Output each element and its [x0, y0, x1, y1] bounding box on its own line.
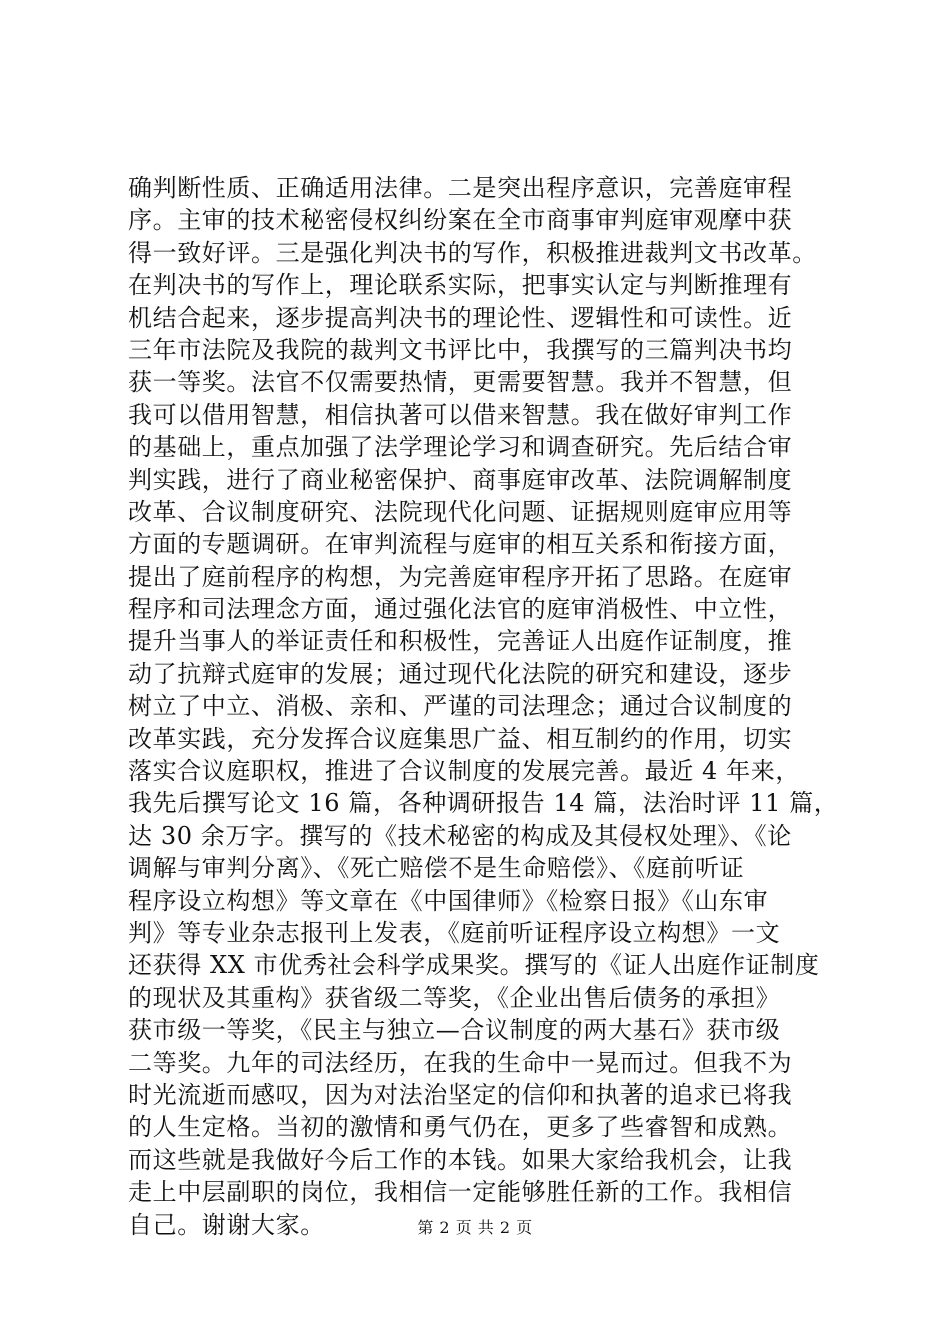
text-line: 机结合起来，逐步提高判决书的理论性、逻辑性和可读性。近: [128, 303, 793, 332]
text-line: 的人生定格。当初的激情和勇气仍在，更多了些睿智和成熟。: [128, 1113, 793, 1142]
text-line: 获一等奖。法官不仅需要热情，更需要智慧。我并不智慧，但: [128, 368, 793, 397]
text-line: 在判决书的写作上，理论联系实际，把事实认定与判断推理有: [128, 271, 793, 300]
text-line: 程序设立构想》等文章在《中国律师》《检察日报》《山东审: [128, 886, 769, 915]
text-line: 动了抗辩式庭审的发展；通过现代化法院的研究和建设，逐步: [128, 659, 793, 688]
text-line: 三年市法院及我院的裁判文书评比中，我撰写的三篇判决书均: [128, 335, 793, 364]
text-line: 调解与审判分离》、《死亡赔偿不是生命赔偿》、《庭前听证: [128, 854, 745, 883]
text-line: 的基础上，重点加强了法学理论学习和调查研究。先后结合审: [128, 433, 793, 462]
text-line: 的现状及其重构》获省级二等奖，《企业出售后债务的承担》: [128, 983, 781, 1012]
text-line: 判实践，进行了商业秘密保护、商事庭审改革、法院调解制度: [128, 465, 793, 494]
text-line: 自己。谢谢大家。: [128, 1210, 325, 1239]
text-line: 落实合议庭职权，推进了合议制度的发展完善。最近 4 年来，: [128, 757, 800, 786]
text-line: 改革实践，充分发挥合议庭集思广益、相互制约的作用，切实: [128, 724, 793, 753]
text-line: 达 30 余万字。撰写的《技术秘密的构成及其侵权处理》、《论: [128, 821, 792, 850]
page-footer: 第 2 页 共 2 页: [417, 1218, 533, 1237]
text-line: 我可以借用智慧，相信执著可以借来智慧。我在做好审判工作: [128, 400, 793, 429]
text-line: 得一致好评。三是强化判决书的写作，积极推进裁判文书改革。: [128, 238, 817, 267]
text-line: 提升当事人的举证责任和积极性，完善证人出庭作证制度，推: [128, 627, 793, 656]
text-line: 而这些就是我做好今后工作的本钱。如果大家给我机会，让我: [128, 1145, 793, 1174]
text-line: 走上中层副职的岗位，我相信一定能够胜任新的工作。我相信: [128, 1178, 793, 1207]
text-line: 提出了庭前程序的构想，为完善庭审程序开拓了思路。在庭审: [128, 562, 793, 591]
text-line: 判》等专业杂志报刊上发表，《庭前听证程序设立构想》一文: [128, 918, 781, 947]
text-line: 获市级一等奖，《民主与独立—合议制度的两大基石》获市级: [128, 1016, 781, 1045]
text-line: 还获得 XX 市优秀社会科学成果奖。撰写的《证人出庭作证制度: [128, 951, 820, 980]
body-paragraph: [128, 172, 838, 1241]
text-line: 确判断性质、正确适用法律。二是突出程序意识，完善庭审程: [128, 174, 793, 202]
text-line: 序。主审的技术秘密侵权纠纷案在全市商事审判庭审观摩中获: [128, 206, 793, 235]
text-line: 二等奖。九年的司法经历，在我的生命中一晃而过。但我不为: [128, 1048, 793, 1077]
text-line: 程序和司法理念方面，通过强化法官的庭审消极性、中立性，: [128, 595, 793, 624]
text-line: 我先后撰写论文 16 篇，各种调研报告 14 篇，法治时评 11 篇，: [128, 789, 839, 818]
text-line: 改革、合议制度研究、法院现代化问题、证据规则庭审应用等: [128, 497, 793, 526]
text-line: 方面的专题调研。在审判流程与庭审的相互关系和衔接方面，: [128, 530, 793, 559]
text-line: 树立了中立、消极、亲和、严谨的司法理念；通过合议制度的: [128, 692, 793, 721]
text-line: 时光流逝而感叹，因为对法治坚定的信仰和执著的追求已将我: [128, 1080, 793, 1109]
